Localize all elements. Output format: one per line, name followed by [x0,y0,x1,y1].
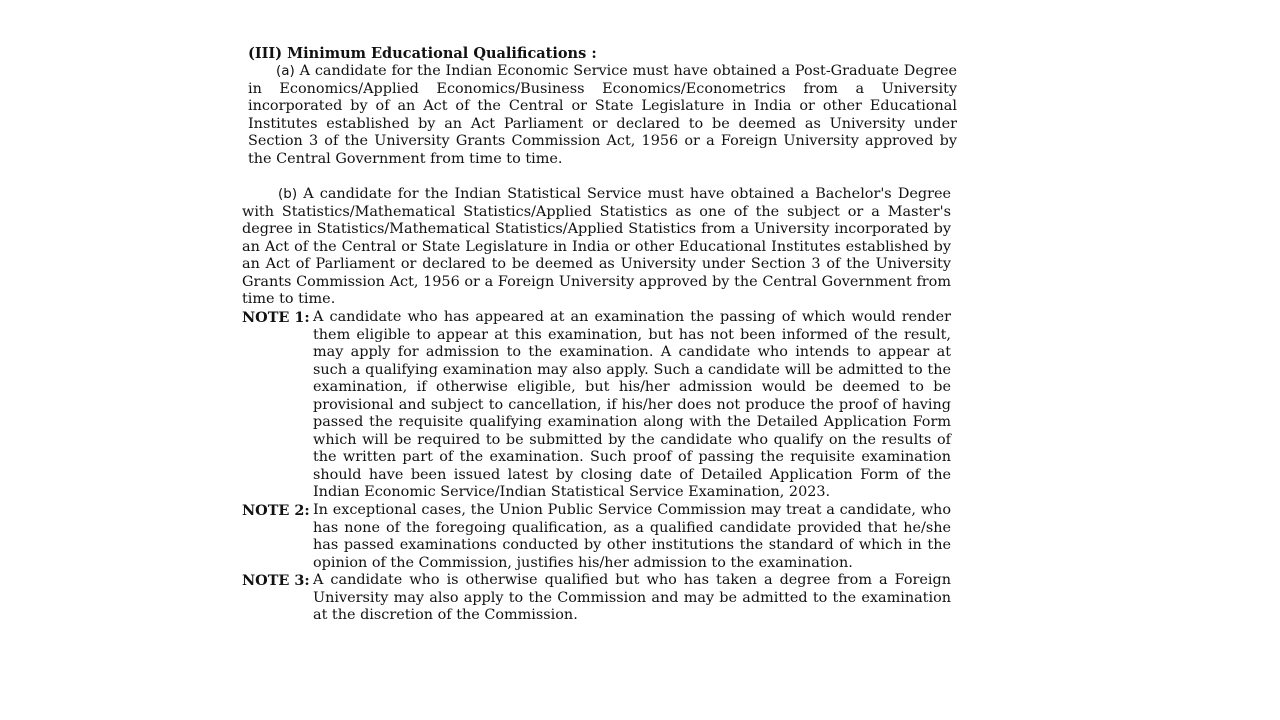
note-1-label: NOTE 1: [242,309,310,326]
note-1 [242,309,951,502]
paragraph-b-text: A candidate for the Indian Statistical Service must have obtained a Bachelor's Degree with Statistics/Mathematical Statistics/Applied Statistics as one of the subject or a Master's degree in Statistics/Mathematical Statistics/Applied Statistics from a University incorporated by an Act of the Central or State Legislature in India or other Educational Institutes established by an Act of Parliament or declared to be deemed as University under Section 3 of the University Grants Commission Act, 1956 or a Foreign University approved by the Central Government from time to time. [242,186,951,307]
note-3-label: NOTE 3: [242,572,310,589]
note-2-label: NOTE 2: [242,502,310,519]
paragraph-a [248,63,957,168]
note-3-text: A candidate who is otherwise qualified but who has taken a degree from a Foreign University may also apply to the Commission and may be admitted to the examination at the discretion of the Commission. [313,572,951,623]
paragraph-a-marker: (a) [276,63,295,79]
note-1-text: A candidate who has appeared at an examination the passing of which would render them eligible to appear at this examination, but has not been informed of the result, may apply for admission to the examination. A candidate who intends to appear at such a qualifying examination may also apply. Such a candidate will be admitted to the examination, if otherwise eligible, but his/her admission would be deemed to be provisional and subject to cancellation, if his/her does not produce the proof of having passed the requisite qualifying examination along with the Detailed Application Form which will be required to be submitted by the candidate who qualify on the results of the written part of the examination. Such proof of passing the requisite examination should have been issued latest by closing date of Detailed Application Form of the Indian Economic Service/Indian Statistical Service Examination, 2023. [313,309,951,500]
note-2 [242,502,951,572]
paragraph-b [242,186,951,309]
paragraph-a-text: A candidate for the Indian Economic Service must have obtained a Post-Graduate Degree in Economics/Applied Economics/Business Economics/Econometrics from a University incorporated by of an Act of the Central or State Legislature in India or other Educational Institutes established by an Act Parliament or declared to be deemed as University under Section 3 of the University Grants Commission Act, 1956 or a Foreign University approved by the Central Government from time to time. [248,63,957,167]
section-heading: (III) Minimum Educational Qualifications : [248,45,597,62]
note-2-text: In exceptional cases, the Union Public Service Commission may treat a candidate, who has none of the foregoing qualification, as a qualified candidate provided that he/she has passed examinations conducted by other institutions the standard of which in the opinion of the Commission, justifies his/her admission to the examination. [313,502,951,571]
paragraph-b-marker: (b) [278,186,298,202]
note-3 [242,572,951,625]
